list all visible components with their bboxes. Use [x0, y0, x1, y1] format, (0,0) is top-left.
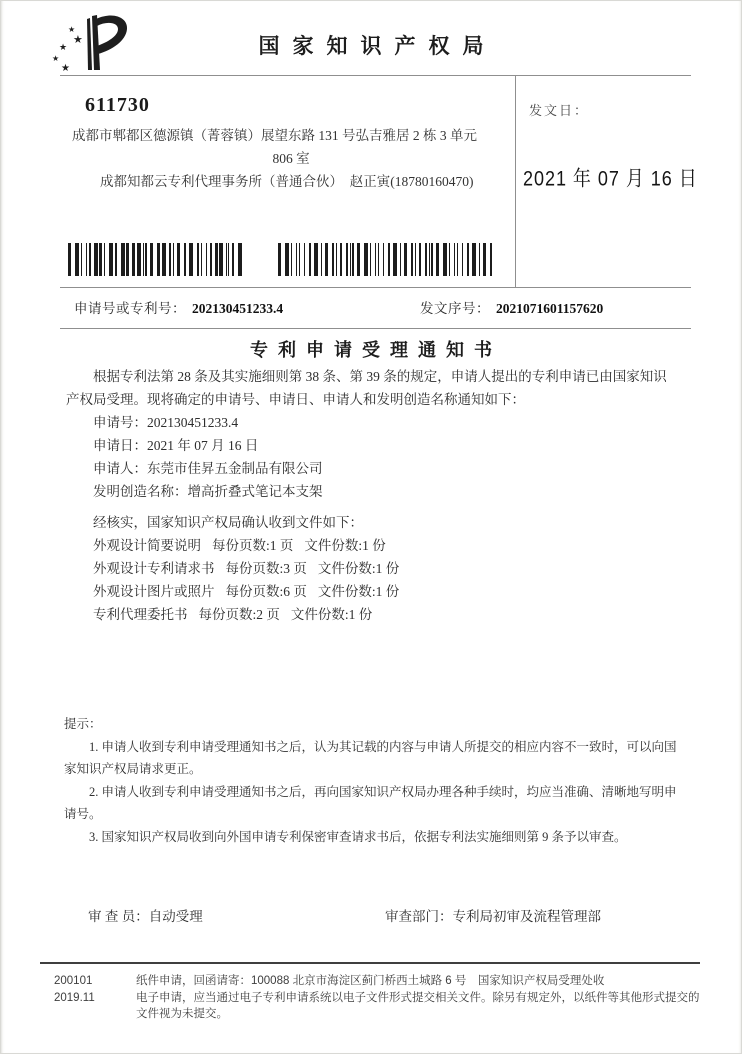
- svg-text:★: ★: [73, 34, 83, 46]
- address-line-2: 806 室: [272, 151, 310, 166]
- footer-divider: [40, 962, 700, 964]
- field-app-no: [66, 411, 680, 434]
- doc-copies: 文件份数:1 份: [317, 561, 400, 576]
- application-number-value: 202130451233.4: [192, 301, 284, 316]
- org-title: 国家知识产权局: [258, 34, 497, 58]
- recipient-block: [72, 94, 510, 193]
- serial-number-label: 发文序号：: [420, 301, 490, 316]
- address-line-1: 成都市郫都区德源镇（菁蓉镇）展望东路 131 号弘吉雅居 2 栋 3 单元: [72, 128, 477, 143]
- doc-copies: 文件份数:1 份: [304, 538, 386, 553]
- department-label: 审查部门：: [385, 909, 453, 924]
- document-item: [66, 534, 680, 557]
- issue-date-label: 发文日：: [529, 103, 590, 118]
- field-invention-name: [66, 480, 680, 503]
- svg-text:★: ★: [52, 54, 60, 63]
- received-intro: 经核实，国家知识产权局确认收到文件如下：: [93, 515, 363, 530]
- field-label: 申请人：: [93, 461, 147, 476]
- svg-text:★: ★: [68, 25, 76, 34]
- hint-item-3: 3. 国家知识产权局收到向外国申请专利保密审查请求书后，依据专利法实施细则第 9 条予以审查。: [89, 829, 627, 844]
- svg-text:★: ★: [59, 42, 68, 52]
- serial-number-row: [420, 297, 603, 317]
- document-item: [66, 603, 680, 626]
- spacer: [66, 503, 680, 511]
- field-applicant: [66, 457, 680, 480]
- postal-code: 611730: [85, 94, 150, 116]
- doc-pages: 每份页数:1 页: [212, 538, 294, 553]
- header-divider: [60, 75, 691, 76]
- form-date: 2019.11: [54, 992, 95, 1004]
- footer-paper-line: 纸件申请，回函请寄：100088 北京市海淀区蓟门桥西土城路 6 号 国家知识产权局受理处收: [136, 975, 605, 987]
- svg-text:★: ★: [61, 63, 70, 74]
- hints-block: [64, 713, 688, 848]
- form-code: 200101: [54, 975, 93, 987]
- doc-name: 外观设计简要说明: [93, 538, 201, 553]
- field-value: 东莞市佳昇五金制品有限公司: [147, 461, 323, 476]
- field-label: 申请号：: [93, 415, 147, 430]
- doc-pages: 每份页数:3 页: [225, 561, 307, 576]
- examiner-value: 自动受理: [148, 909, 203, 924]
- document-item: [66, 557, 680, 580]
- field-value: 202130451233.4: [147, 415, 239, 430]
- document-title: 专利申请受理通知书: [250, 340, 502, 360]
- hints-title: 提示：: [64, 717, 102, 731]
- examiner-label: 审 查 员：: [88, 909, 149, 924]
- issue-date-value: 2021 年 07 月 16 日: [523, 167, 698, 192]
- issue-box-divider: [515, 75, 516, 287]
- intro-paragraph: 根据专利法第 28 条及其实施细则第 38 条、第 39 条的规定，申请人提出的专利申请已由国家知识产权局受理。现将确定的申请号、申请日、申请人和发明创造名称通知如下：: [66, 369, 667, 407]
- field-value: 2021 年 07 月 16 日: [147, 438, 259, 453]
- department-row: [385, 905, 601, 925]
- doc-copies: 文件份数:1 份: [290, 607, 373, 622]
- divider: [60, 328, 691, 329]
- footer-electronic-line: 电子申请，应当通过电子专利申请系统以电子文件形式提交相关文件。除另有规定外，以纸件等其他形式提交的文件视为未提交。: [136, 992, 700, 1020]
- footer-block: [54, 972, 706, 1022]
- field-app-date: [66, 434, 680, 457]
- doc-pages: 每份页数:6 页: [225, 584, 307, 599]
- barcode-right: [278, 243, 493, 276]
- doc-name: 外观设计专利请求书: [93, 561, 215, 576]
- doc-name: 专利代理委托书: [93, 607, 188, 622]
- application-number-row: [74, 297, 283, 317]
- doc-pages: 每份页数:2 页: [198, 607, 280, 622]
- hint-item-2: 2. 申请人收到专利申请受理通知书之后，再向国家知识产权局办理各种手续时，均应当准确、清晰地写明申请号。: [64, 784, 677, 821]
- document-item: [66, 580, 680, 603]
- field-label: 申请日：: [93, 438, 147, 453]
- serial-number-value: 2021071601157620: [496, 301, 604, 316]
- department-value: 专利局初审及流程管理部: [452, 909, 601, 924]
- barcode-left: [68, 243, 243, 276]
- doc-copies: 文件份数:1 份: [317, 584, 400, 599]
- agency-line: 成都知都云专利代理事务所（普通合伙） 赵正寅(18780160470): [100, 174, 474, 189]
- hint-item-1: 1. 申请人收到专利申请受理通知书之后，认为其记载的内容与申请人所提交的相应内容不一致时，可以向国家知识产权局请求更正。: [64, 739, 677, 776]
- examiner-row: [88, 905, 203, 925]
- field-label: 发明创造名称：: [93, 484, 188, 499]
- field-value: 增高折叠式笔记本支架: [187, 484, 323, 499]
- divider: [60, 287, 691, 288]
- notice-body: [66, 365, 680, 626]
- doc-name: 外观设计图片或照片: [93, 584, 215, 599]
- application-number-label: 申请号或专利号：: [74, 301, 186, 316]
